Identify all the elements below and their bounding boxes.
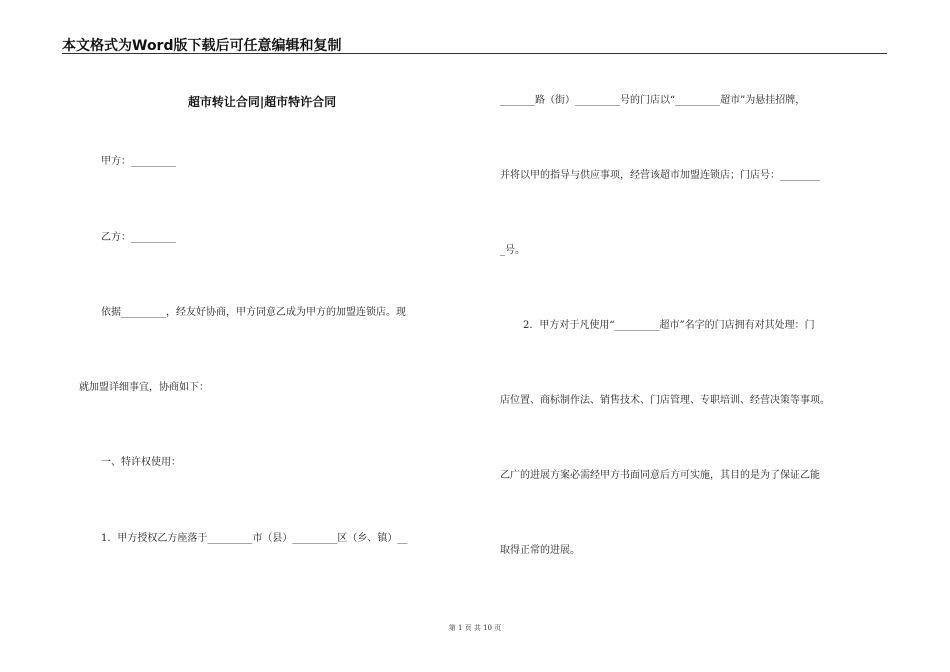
- header-divider: [62, 53, 887, 54]
- document-title: 超市转让合同|超市特许合同: [187, 95, 337, 109]
- clause-1-line-1: 1．甲方授权乙方座落于_________市（县）_________区（乡、镇）__: [101, 533, 408, 544]
- clause-2-line-2: 店位置、商标制作法、销售技术、门店管理、专职培训、经营决策等事项。: [500, 395, 830, 406]
- clause-1-line-4: _号。: [500, 245, 525, 256]
- clause-1-line-2: _______路（街）_________号的门店以“_________超市”为悬挂招牌，: [500, 95, 806, 106]
- document-header: 本文格式为Word版下载后可任意编辑和复制: [62, 38, 342, 54]
- clause-2-line-3: 乙广的进展方案必需经甲方书面同意后方可实施，其目的是为了保证乙能: [500, 470, 820, 481]
- clause-2-line-4: 取得正常的进展。: [500, 545, 580, 556]
- party-a-line: 甲方：_________: [101, 156, 176, 167]
- basis-paragraph-line-1: 依据_________，经友好协商，甲方同意乙成为甲方的加盟连锁店。现: [101, 307, 406, 318]
- basis-paragraph-line-2: 就加盟详细事宜，协商如下：: [79, 382, 209, 393]
- clause-2-line-1: 2．甲方对于凡使用“_________超市”名字的门店拥有对其处理：门: [523, 320, 815, 331]
- page-number: 第 1 页 共 10 页: [448, 624, 502, 632]
- party-b-line: 乙方：_________: [101, 232, 176, 243]
- clause-1-line-3: 并将以甲的指导与供应事项，经营该超市加盟连锁店；门店号：________: [500, 170, 820, 181]
- section-heading-franchise-rights: 一、特许权使用：: [101, 457, 181, 468]
